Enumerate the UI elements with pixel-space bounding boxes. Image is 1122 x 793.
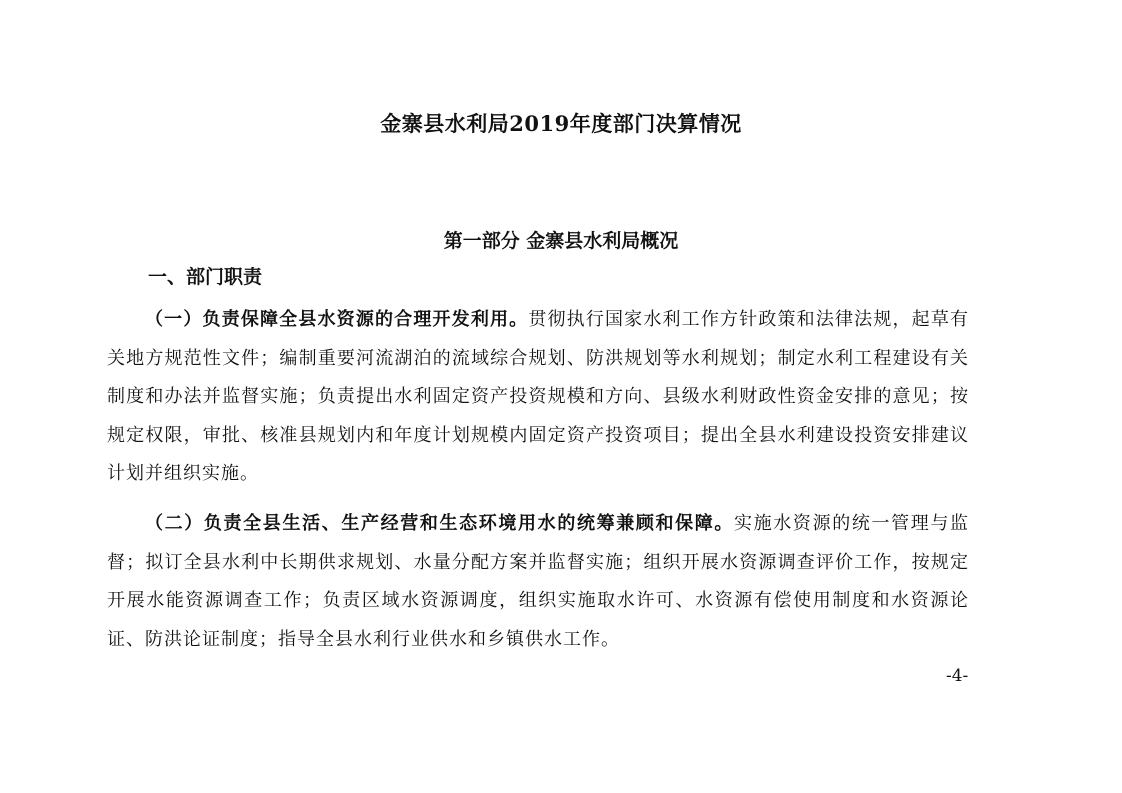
document-title: 金寨县水利局2019年度部门决算情况 bbox=[380, 111, 742, 136]
section-heading: 一、部门职责 bbox=[148, 266, 263, 288]
paragraph-text: 贯彻执行国家水利工作方针政策和法律法规，起草有关地方规范性文件；编制重要河流湖泊的流域综合规划、防洪规划等水利规划；制定水利工程建设有关制度和办法并监督实施；负责提出水利固定资产投资规模和方向、县级水利财政性资金安排的意见；按规定权限，审批、核准县规划内和年度计划规模内固定资产投资项目；提出全县水利建设投资安排建议计划并组织实施。 bbox=[107, 309, 970, 484]
paragraph-water-resources-development bbox=[107, 301, 969, 494]
part-heading: 第一部分 金寨县水利局概况 bbox=[443, 230, 679, 252]
paragraph-text: 实施水资源的统一管理与监督；拟订全县水利中长期供求规划、水量分配方案并监督实施；组织开展水资源调查评价工作，按规定开展水能资源调查工作；负责区域水资源调度，组织实施取水许可、水资源有偿使用制度和水资源论证、防洪论证制度；指导全县水利行业供水和乡镇供水工作。 bbox=[107, 513, 970, 650]
paragraph-lead: （二）负责全县生活、生产经营和生态环境用水的统筹兼顾和保障。 bbox=[145, 513, 735, 534]
paragraph-lead: （一）负责保障全县水资源的合理开发利用。 bbox=[145, 309, 529, 330]
paragraph-water-use-coordination bbox=[107, 505, 969, 659]
page-number: -4- bbox=[946, 666, 969, 686]
